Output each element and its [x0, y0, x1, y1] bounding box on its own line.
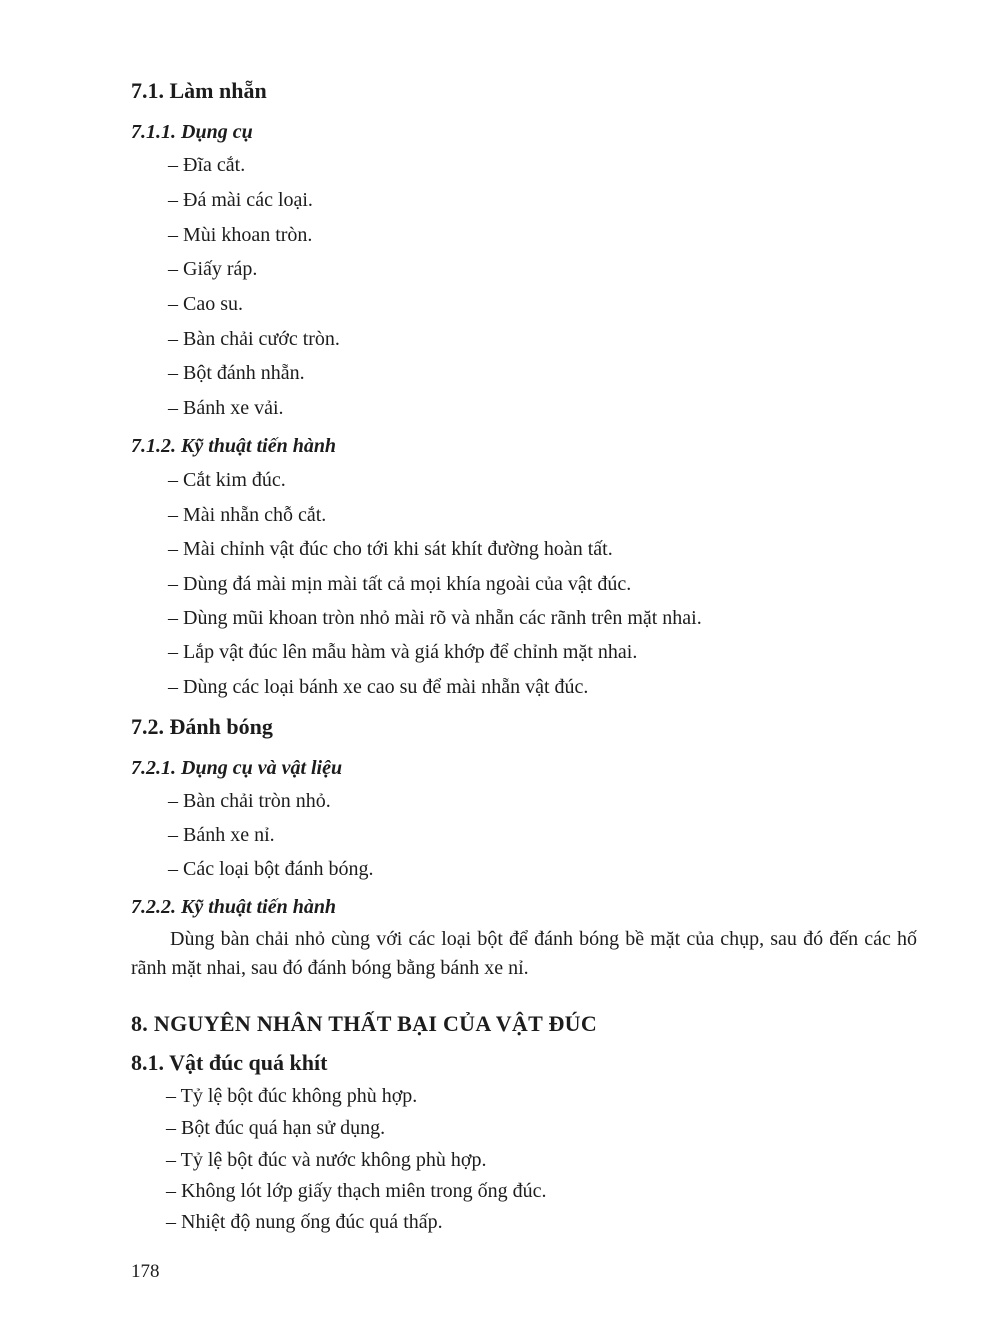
page-number: 178 [131, 1261, 160, 1282]
subsection-heading-7-2-2: 7.2.2. Kỹ thuật tiến hành [131, 896, 337, 918]
subsection-heading-7-1-1: 7.1.1. Dụng cụ [131, 121, 253, 143]
list-item: – Mài chỉnh vật đúc cho tới khi sát khít đường hoàn tất. [168, 538, 613, 560]
list-item: – Tỷ lệ bột đúc không phù hợp. [166, 1085, 418, 1107]
list-item: – Cắt kim đúc. [168, 469, 286, 491]
list-item: – Bàn chải cước tròn. [168, 328, 340, 350]
subsection-heading-7-1-2: 7.1.2. Kỹ thuật tiến hành [131, 435, 337, 457]
list-item: – Bánh xe vải. [168, 397, 284, 419]
list-item: – Dùng mũi khoan tròn nhỏ mài rõ và nhẵn các rãnh trên mặt nhai. [168, 607, 702, 629]
chapter-heading-8: 8. NGUYÊN NHÂN THẤT BẠI CỦA VẬT ĐÚC [131, 1011, 598, 1036]
list-item: – Tỷ lệ bột đúc và nước không phù hợp. [166, 1149, 487, 1171]
list-item: – Mài nhẵn chỗ cắt. [168, 504, 327, 526]
list-item: – Bánh xe nỉ. [168, 824, 275, 846]
list-item: – Lắp vật đúc lên mẫu hàm và giá khớp để chỉnh mặt nhai. [168, 641, 638, 663]
list-item: – Mùi khoan tròn. [168, 224, 313, 246]
list-item: – Giấy ráp. [168, 258, 258, 280]
list-item: – Đá mài các loại. [168, 189, 313, 211]
list-item: – Các loại bột đánh bóng. [168, 858, 374, 880]
section-heading-7-1: 7.1. Làm nhẵn [131, 78, 267, 103]
list-item: – Không lót lớp giấy thạch miên trong ống đúc. [166, 1180, 547, 1202]
list-item: – Dùng đá mài mịn mài tất cả mọi khía ngoài của vật đúc. [168, 573, 632, 595]
list-item: – Bột đúc quá hạn sử dụng. [166, 1117, 386, 1139]
list-item: – Cao su. [168, 293, 243, 315]
list-item: – Dùng các loại bánh xe cao su để mài nhẵn vật đúc. [168, 676, 589, 698]
section-heading-8-1: 8.1. Vật đúc quá khít [131, 1050, 328, 1075]
list-item: – Bàn chải tròn nhỏ. [168, 790, 331, 812]
section-heading-7-2: 7.2. Đánh bóng [131, 714, 273, 739]
list-item: – Nhiệt độ nung ống đúc quá thấp. [166, 1211, 443, 1233]
paragraph: Dùng bàn chải nhỏ cùng với các loại bột để đánh bóng bề mặt của chụp, sau đó đến các hố rãnh mặt nhai, sau đó đánh bóng bằng bánh xe nỉ. [131, 928, 917, 979]
subsection-heading-7-2-1: 7.2.1. Dụng cụ và vật liệu [131, 757, 343, 779]
list-item: – Bột đánh nhẵn. [168, 362, 305, 384]
list-item: – Đĩa cắt. [168, 154, 246, 176]
